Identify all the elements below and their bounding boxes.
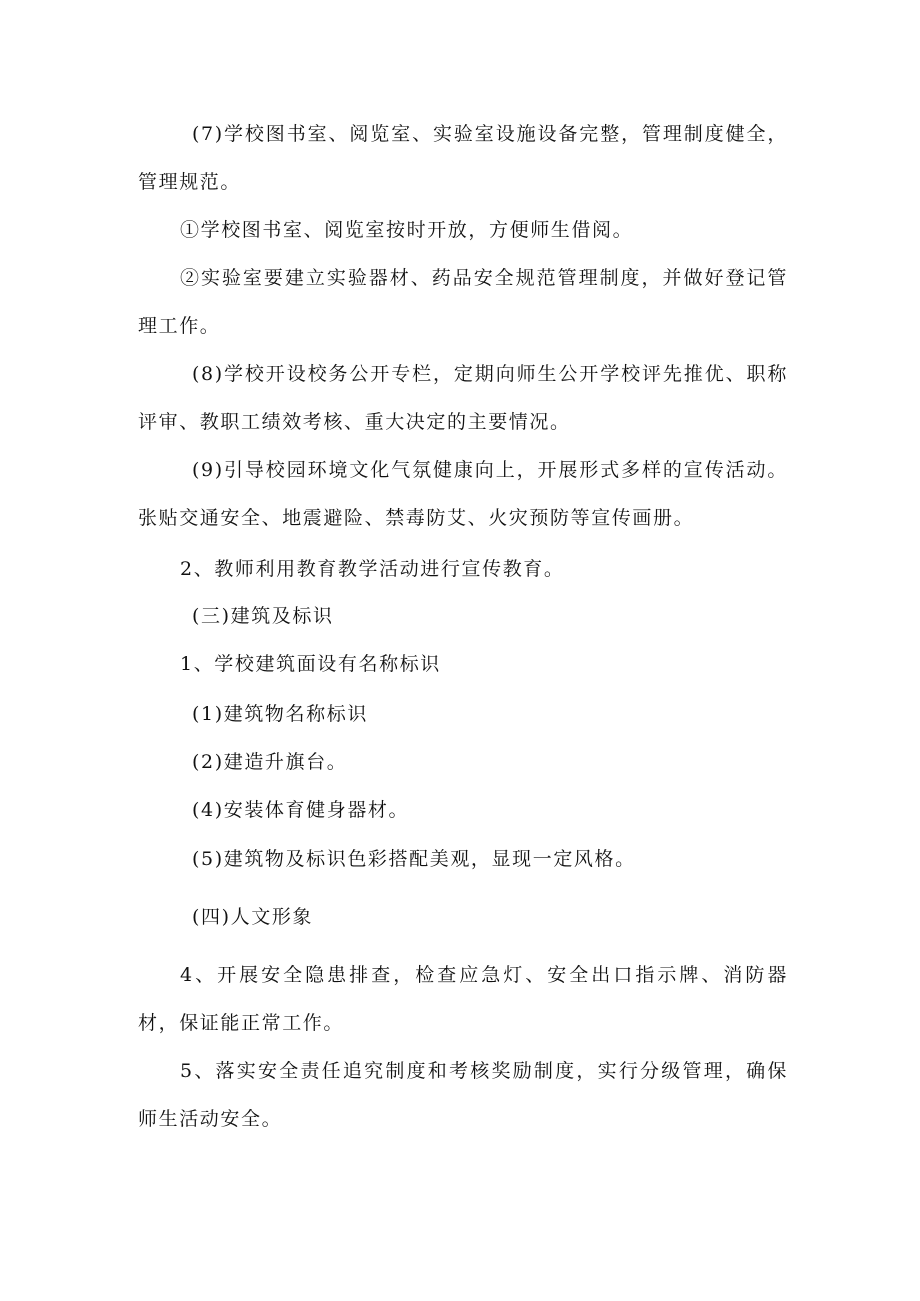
section-heading-humanities: (四)人文形象 (192, 906, 314, 928)
paragraph-item-5: (5)建筑物及标识色彩搭配美观，显现一定风格。 (192, 848, 636, 870)
section-heading-buildings: (三)建筑及标识 (192, 605, 334, 627)
paragraph-item-7: (7)学校图书室、阅览室、实验室设施设备完整，管理制度健全，管理规范。 (138, 123, 788, 193)
paragraph-building-signs: 1、学校建筑面设有名称标识 (180, 653, 441, 675)
paragraph-item-8: (8)学校开设校务公开专栏，定期向师生公开学校评先推优、职称评审、教职工绩效考核、重大决定的主要情况。 (138, 363, 788, 433)
paragraph-lab-management: ②实验室要建立实验器材、药品安全规范管理制度，并做好登记管理工作。 (138, 267, 788, 337)
paragraph-item-9: (9)引导校园环境文化气氛健康向上，开展形式多样的宣传活动。张贴交通安全、地震避险、禁毒防艾、火灾预防等宣传画册。 (138, 459, 788, 529)
paragraph-safety-inspection: 4、开展安全隐患排查，检查应急灯、安全出口指示牌、消防器材，保证能正常工作。 (138, 964, 788, 1034)
paragraph-teacher-education: 2、教师利用教育教学活动进行宣传教育。 (180, 558, 565, 580)
paragraph-item-1: (1)建筑物名称标识 (192, 703, 368, 725)
paragraph-safety-responsibility: 5、落实安全责任追究制度和考核奖励制度，实行分级管理，确保师生活动安全。 (138, 1060, 788, 1130)
paragraph-item-2: (2)建造升旗台。 (192, 751, 348, 773)
paragraph-library-hours: ①学校图书室、阅览室按时开放，方便师生借阅。 (180, 219, 634, 241)
paragraph-item-4: (4)安装体育健身器材。 (192, 799, 410, 821)
